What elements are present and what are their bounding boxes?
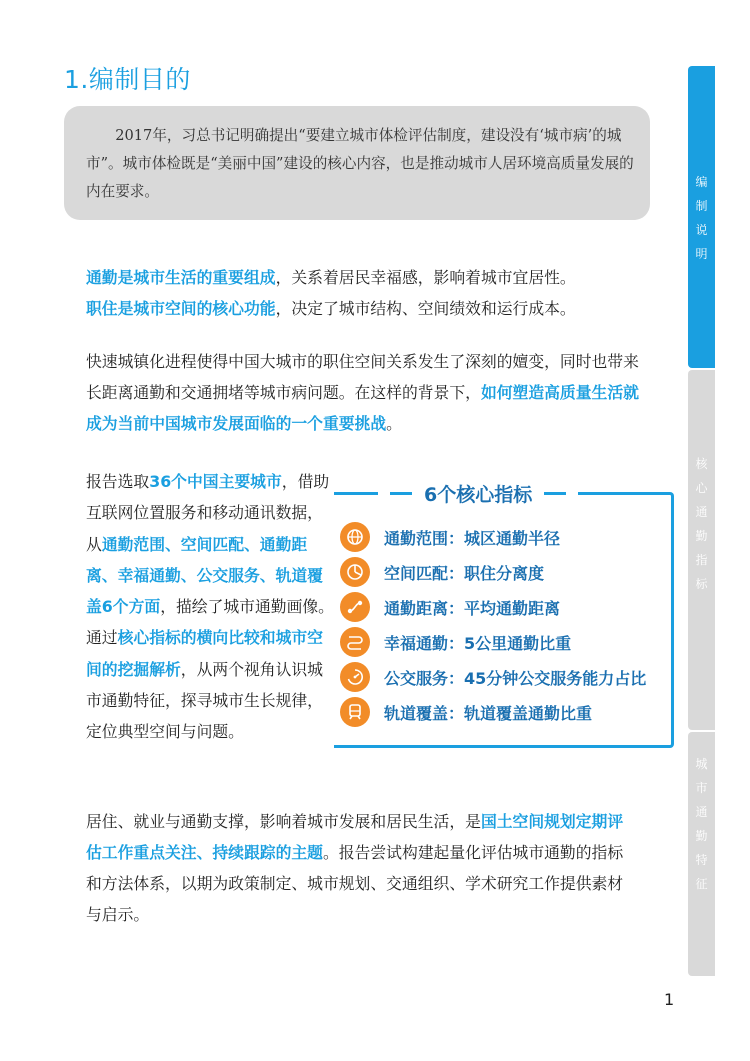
highlight-text: 如何塑造高质量生活就成为当前中国城市发展面临的一个重要挑战 (86, 383, 639, 433)
pie-chart-icon (340, 557, 370, 587)
body-text: ，关系着居民幸福感，影响着城市宜居性。 (275, 268, 576, 287)
sidebar-tab-char: 心 (695, 481, 708, 495)
route-icon (340, 592, 370, 622)
sidebar-tab-compilation-notes[interactable] (688, 66, 715, 368)
sidebar-tab-char: 通 (695, 805, 708, 819)
indicator-label: 公交服务：45分钟公交服务能力占比 (384, 668, 647, 688)
sidebar-tab-char: 制 (695, 199, 708, 213)
indicator-item (340, 695, 592, 729)
sidebar-tab-char: 核 (695, 457, 708, 471)
path-icon (340, 627, 370, 657)
sidebar-tab-char: 指 (695, 553, 708, 567)
section-title: 1.编制目的 (64, 65, 191, 94)
sidebar-tab-char: 明 (695, 247, 708, 261)
body-text: ，从两个视角认识城市通勤特征，探寻城市生长规律，定位典型空间与问题。 (86, 659, 323, 742)
train-icon (340, 697, 370, 727)
sidebar-tab-char: 通 (695, 505, 708, 519)
sidebar-tab-char: 标 (695, 577, 708, 591)
sidebar-tab-char: 说 (695, 223, 708, 237)
indicator-item (340, 625, 571, 659)
paragraph-commute (86, 262, 646, 324)
sidebar-tab-char: 特 (695, 853, 708, 867)
body-text: ，描绘了城市通勤画像。通过 (86, 597, 334, 648)
sidebar-tab-char: 编 (695, 175, 708, 189)
paragraph-report (86, 466, 334, 748)
sidebar-tab-char: 市 (695, 781, 708, 795)
sidebar-tab-char: 勤 (695, 529, 708, 543)
page-number: 1 (664, 990, 675, 1009)
indicator-item (340, 520, 560, 554)
body-text: 居住、就业与通勤支撑，影响着城市发展和居民生活，是 (86, 812, 481, 831)
indicator-label: 通勤范围：城区通勤半径 (384, 528, 561, 548)
highlight-text: 通勤范围、空间匹配、通勤距离、幸福通勤、公交服务、轨道覆盖6个方面 (86, 534, 323, 617)
indicator-label: 幸福通勤：5公里通勤比重 (384, 633, 572, 653)
highlight-text: 国土空间规划定期评估工作重点关注、持续跟踪的主题 (86, 812, 624, 862)
body-text: ，决定了城市结构、空间绩效和运行成本。 (275, 299, 576, 318)
sidebar-tab-commute-features[interactable] (688, 732, 715, 976)
sidebar-tab-char: 征 (695, 877, 708, 891)
indicator-label: 空间匹配：职住分离度 (384, 563, 545, 583)
paragraph-background (86, 346, 646, 439)
body-text: 。报告尝试构建起量化评估城市通勤的指标和方法体系，以期为政策制定、城市规划、交通组织、学术研究工作提供素材与启示。 (86, 843, 624, 924)
bus-icon (340, 662, 370, 692)
indicator-header (378, 478, 578, 508)
intro-text: 2017年，习总书记明确提出“要建立城市体检评估制度，建设没有‘城市病’的城市”。城市体检既是“美丽中国”建设的核心内容，也是推动城市人居环境高质量发展的内在要求。 (86, 127, 634, 200)
indicator-label: 通勤距离：平均通勤距离 (384, 598, 561, 618)
indicator-item (340, 590, 560, 624)
highlight-text: 核心指标的横向比较和城市空间的挖掘解析 (86, 628, 323, 679)
indicator-title: 6个核心指标 (424, 483, 533, 506)
indicator-label: 轨道覆盖：轨道覆盖通勤比重 (384, 703, 593, 723)
body-text: ，借助互联网位置服务和移动通讯数据，从 (86, 472, 330, 554)
globe-icon (340, 522, 370, 552)
highlight-text: 职住是城市空间的核心功能 (86, 299, 276, 318)
highlight-text: 36个中国主要城市 (149, 472, 282, 491)
highlight-text: 通勤是城市生活的重要组成 (86, 268, 276, 287)
indicator-item (340, 555, 544, 589)
body-text: 。 (386, 414, 402, 433)
title-dash-left (390, 492, 412, 495)
title-dash-right (544, 492, 566, 495)
body-text: 快速城镇化进程使得中国大城市的职住空间关系发生了深刻的嬗变，同时也带来长距离通勤和交通拥堵等城市病问题。在这样的背景下， (86, 352, 639, 402)
indicator-item (340, 660, 646, 694)
sidebar-tab-char: 勤 (695, 829, 708, 843)
paragraph-purpose (86, 806, 634, 930)
sidebar-tab-char: 城 (695, 757, 708, 771)
sidebar-tab-core-indicators[interactable] (688, 370, 715, 730)
body-text: 报告选取 (86, 472, 150, 491)
